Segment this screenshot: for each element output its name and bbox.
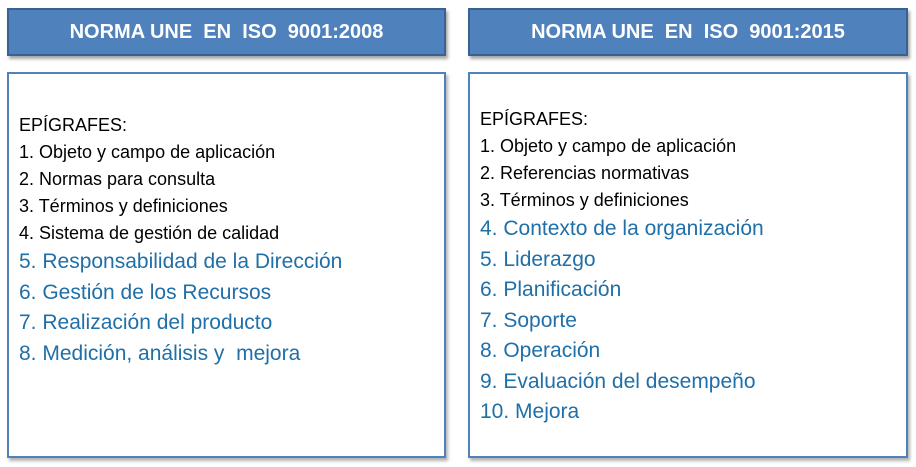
epigraph-list-2015 bbox=[480, 106, 764, 428]
list-item: 2. Normas para consulta bbox=[19, 169, 216, 189]
list-item-highlight: 7. Realización del producto bbox=[19, 311, 273, 334]
epigraph-heading: EPÍGRAFES: bbox=[480, 109, 589, 129]
list-item: 4. Sistema de gestión de calidad bbox=[19, 223, 280, 243]
list-item: 3. Términos y definiciones bbox=[19, 196, 228, 216]
list-item: 2. Referencias normativas bbox=[480, 163, 690, 183]
list-item-highlight: 8. Medición, análisis y mejora bbox=[19, 341, 301, 365]
header-title-2015: NORMA UNE EN ISO 9001:2015 bbox=[531, 20, 845, 43]
list-item-highlight: 10. Mejora bbox=[480, 400, 580, 423]
panel-iso-2015 bbox=[468, 72, 908, 458]
list-item-highlight: 9. Evaluación del desempeño bbox=[480, 369, 756, 393]
list-item-highlight: 5. Liderazgo bbox=[480, 247, 596, 271]
list-item-highlight: 6. Planificación bbox=[480, 278, 622, 301]
header-iso-2008 bbox=[7, 8, 446, 56]
epigraph-heading: EPÍGRAFES: bbox=[19, 115, 128, 135]
list-item: 1. Objeto y campo de aplicación bbox=[19, 142, 276, 162]
list-item-highlight: 7. Soporte bbox=[480, 308, 577, 332]
list-item-highlight: 5. Responsabilidad de la Dirección bbox=[19, 250, 343, 273]
epigraph-list-2008 bbox=[19, 112, 342, 369]
list-item-highlight: 4. Contexto de la organización bbox=[480, 217, 764, 240]
list-item: 3. Términos y definiciones bbox=[480, 190, 689, 210]
list-item-highlight: 8. Operación bbox=[480, 339, 601, 362]
header-iso-2015 bbox=[468, 8, 908, 56]
header-title-2008: NORMA UNE EN ISO 9001:2008 bbox=[69, 20, 384, 43]
list-item: 1. Objeto y campo de aplicación bbox=[480, 136, 737, 156]
panel-iso-2008 bbox=[7, 72, 446, 458]
list-item-highlight: 6. Gestión de los Recursos bbox=[19, 280, 272, 304]
